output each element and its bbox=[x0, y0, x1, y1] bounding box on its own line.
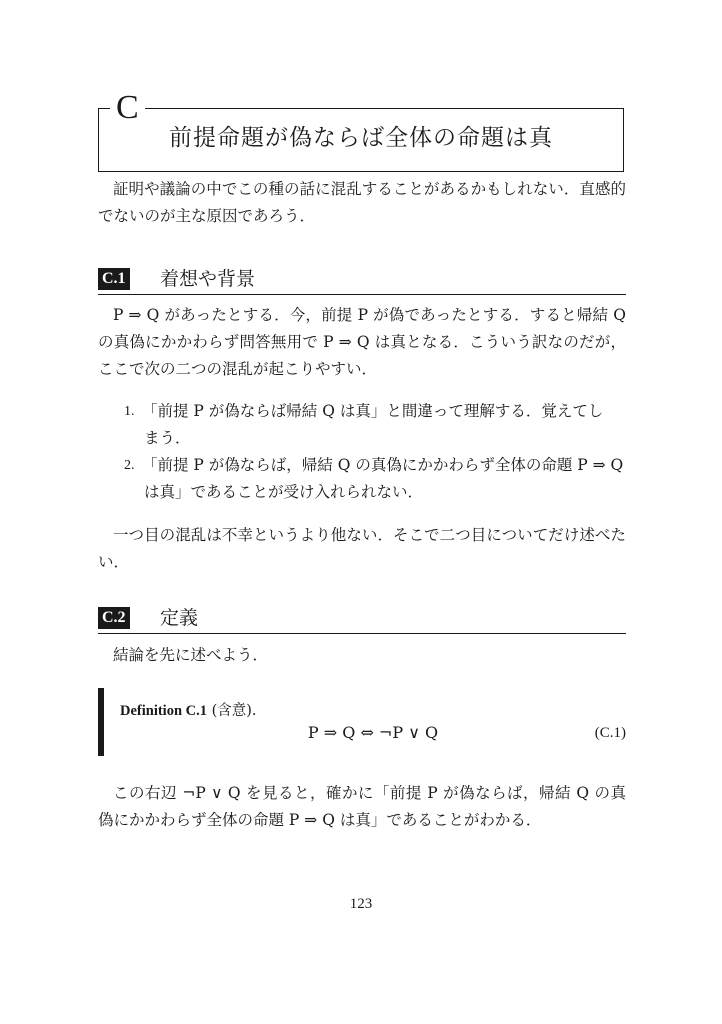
section1-paragraph-2: 一つ目の混乱は不幸というより他ない．そこで二つ目についてだけ述べたい． bbox=[98, 526, 626, 571]
definition-label: Definition C.1 bbox=[120, 703, 207, 719]
section-title: 着想や背景 bbox=[160, 268, 256, 290]
list-item bbox=[124, 398, 624, 452]
definition-name: (含意). bbox=[211, 703, 257, 719]
definition-bar bbox=[98, 688, 104, 756]
page-number: 123 bbox=[349, 896, 373, 912]
list-item bbox=[124, 452, 624, 506]
list-item-line: まう． bbox=[144, 429, 191, 447]
section-number: C.1 bbox=[98, 268, 130, 290]
section-number: C.2 bbox=[98, 607, 130, 629]
list-number: 2. bbox=[124, 458, 135, 473]
list-number: 1. bbox=[124, 404, 135, 419]
list-item-line: は真」であることが受け入れられない． bbox=[144, 483, 424, 501]
list-item-line: 「前提 P が偽ならば帰結 Q は真」と間違って理解する．覚えてし bbox=[142, 402, 604, 420]
chapter-title: 前提命題が偽ならば全体の命題は真 bbox=[169, 125, 553, 151]
section2-paragraph-1: 結論を先に述べよう． bbox=[113, 646, 269, 664]
list-item-line: 「前提 P が偽ならば，帰結 Q の真偽にかかわらず全体の命題 P ⇒ Q bbox=[142, 456, 624, 474]
confusion-list bbox=[124, 398, 624, 506]
section-title: 定義 bbox=[160, 607, 199, 629]
equation-number: (C.1) bbox=[594, 725, 626, 741]
chapter-letter: C bbox=[110, 88, 145, 128]
definition-heading bbox=[120, 700, 257, 722]
section-heading-c1 bbox=[98, 266, 626, 295]
section2-paragraph-2: この右辺 ¬P ∨ Q を見ると，確かに「前提 P が偽ならば，帰結 Q の真偽にかかわらず全体の命題 P ⇒ Q は真」であることがわかる． bbox=[98, 784, 626, 829]
section1-paragraph-1: P ⇒ Q があったとする．今，前提 P が偽であったとする．すると帰結 Q の真偽にかかわらず問答無用で P ⇒ Q は真となる．こういう訳なのだが，ここで次の二つの混乱が起こりやすい． bbox=[98, 306, 626, 378]
section-heading-c2 bbox=[98, 605, 626, 634]
intro-paragraph: 証明や議論の中でこの種の話に混乱することがあるかもしれない．直感的でないのが主な原因であろう． bbox=[98, 180, 626, 225]
definition-formula: P ⇒ Q ⇔ ¬P ∨ Q bbox=[307, 723, 439, 742]
